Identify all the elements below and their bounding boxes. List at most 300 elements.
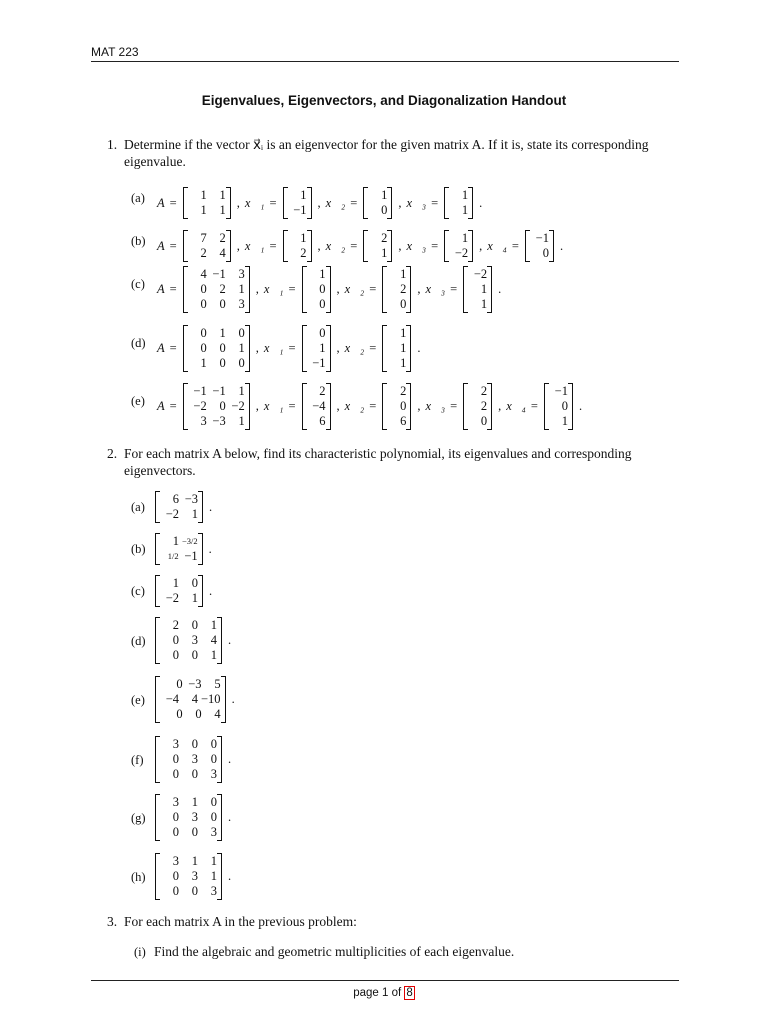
matrix-row xyxy=(468,414,487,429)
column-vector xyxy=(525,230,554,262)
matrix-entry: 1 xyxy=(400,356,407,370)
matrix-entry: 1 xyxy=(300,231,307,245)
separator: , xyxy=(255,341,259,355)
item-label: (e) xyxy=(131,693,145,707)
matrix-row xyxy=(549,384,568,399)
matrix-entry: 0 xyxy=(238,326,245,340)
matrix-A xyxy=(183,266,250,313)
item-label: (f) xyxy=(131,753,144,767)
vector-symbol: x⃗₂ xyxy=(344,399,365,413)
matrix-expression xyxy=(152,533,215,565)
matrix-row xyxy=(387,326,406,341)
matrix-entry: 3 xyxy=(191,752,198,766)
matrix-entry: 0 xyxy=(176,677,183,691)
matrix-entry: 0 xyxy=(172,825,179,839)
matrix-entry: −4 xyxy=(165,692,179,706)
matrix-entry: 2 xyxy=(219,231,226,245)
matrix-M xyxy=(155,736,222,783)
period: . xyxy=(498,282,502,296)
period: . xyxy=(228,752,232,766)
item-label: (d) xyxy=(131,634,146,648)
matrix-entry: 1 xyxy=(238,384,245,398)
matrix-row xyxy=(188,188,226,203)
equals-sign: = xyxy=(369,282,377,296)
matrix-entry: 0 xyxy=(319,282,326,296)
matrix-row xyxy=(307,399,326,414)
matrix-entry: 1 xyxy=(480,297,488,311)
matrix-row xyxy=(449,246,468,261)
separator: , xyxy=(398,195,402,210)
item-label: (a) xyxy=(131,191,145,205)
matrix-row xyxy=(160,507,198,522)
matrix-row xyxy=(160,591,198,606)
matrix-entry: 2 xyxy=(400,384,407,398)
vector-symbol: x⃗₃ xyxy=(406,238,427,253)
matrix-row xyxy=(160,707,221,722)
matrix-row xyxy=(288,188,307,203)
equals-sign: = xyxy=(369,399,377,413)
separator: , xyxy=(336,341,340,355)
matrix-symbol: A xyxy=(157,282,165,296)
matrix-entry: 0 xyxy=(191,884,198,898)
matrix-row xyxy=(288,231,307,246)
matrix-row xyxy=(307,356,326,371)
period: . xyxy=(228,810,232,824)
column-vector xyxy=(363,230,392,262)
period: . xyxy=(417,341,421,355)
page-indicator-prefix: page 1 of xyxy=(353,987,405,999)
matrix-entry: 1 xyxy=(381,246,388,260)
matrix-M xyxy=(155,853,222,900)
matrix-entry: 6 xyxy=(319,414,326,428)
matrix-row xyxy=(188,231,226,246)
column-vector xyxy=(283,187,312,219)
matrix-entry: 1 xyxy=(238,282,245,296)
matrix-entry: −3 xyxy=(188,677,202,691)
matrix-entry: 1 xyxy=(191,795,198,809)
equals-sign: = xyxy=(169,195,177,210)
equals-sign: = xyxy=(511,238,519,253)
equals-sign: = xyxy=(369,341,377,355)
matrix-entry: 0 xyxy=(219,399,226,413)
matrix-entry: 0 xyxy=(200,282,207,296)
matrix-row xyxy=(188,326,245,341)
matrix-entry: 0 xyxy=(172,884,179,898)
matrix-row xyxy=(188,203,226,218)
question-number: 1. xyxy=(107,137,118,152)
matrix-row xyxy=(160,869,217,884)
matrix-entry: −1 xyxy=(212,384,226,398)
equals-sign: = xyxy=(530,399,538,413)
column-vector xyxy=(363,187,392,219)
matrix-entry: 0 xyxy=(210,810,217,824)
separator: , xyxy=(398,238,402,253)
matrix-entry: 0 xyxy=(191,618,198,632)
matrix-entry: 1 xyxy=(172,534,179,548)
matrix-entry: 0 xyxy=(191,825,198,839)
eigen-check-equation xyxy=(155,230,566,262)
equals-sign: = xyxy=(431,195,439,210)
matrix-entry: 1 xyxy=(561,414,568,428)
matrix-entry: 1 xyxy=(210,618,217,632)
matrix-entry: 0 xyxy=(542,246,549,260)
equals-sign: = xyxy=(169,238,177,253)
matrix-M xyxy=(155,617,222,664)
matrix-row xyxy=(160,534,198,549)
matrix-row xyxy=(449,203,468,218)
matrix-row xyxy=(387,399,406,414)
matrix-row xyxy=(160,549,198,564)
matrix-entry: 1 xyxy=(300,188,307,202)
matrix-entry: −2 xyxy=(473,267,488,281)
matrix-entry: 1 xyxy=(210,869,217,883)
matrix-entry: −3/2 xyxy=(182,536,198,546)
column-vector xyxy=(463,266,492,313)
course-code: MAT 223 xyxy=(91,45,139,59)
matrix-A xyxy=(183,325,250,372)
matrix-row xyxy=(368,231,387,246)
vector-symbol: x⃗₂ xyxy=(344,341,365,355)
item-label: (g) xyxy=(131,811,146,825)
matrix-entry: 6 xyxy=(172,492,179,506)
matrix-entry: 0 xyxy=(219,341,226,355)
matrix-entry: 0 xyxy=(210,752,217,766)
column-vector xyxy=(302,325,331,372)
matrix-row xyxy=(160,795,217,810)
column-vector xyxy=(382,325,411,372)
matrix-entry: 0 xyxy=(195,707,202,721)
matrix-entry: 4 xyxy=(191,692,198,706)
vector-symbol: x⃗₃ xyxy=(406,195,427,210)
matrix-entry: −2 xyxy=(454,246,469,260)
vector-symbol: x⃗₄ xyxy=(506,399,526,413)
matrix-row xyxy=(307,326,326,341)
vector-symbol: x⃗₃ xyxy=(425,399,446,413)
equals-sign: = xyxy=(169,341,177,355)
matrix-entry: 2 xyxy=(319,384,326,398)
matrix-entry: 0 xyxy=(172,633,179,647)
matrix-entry: 0 xyxy=(319,297,326,311)
separator: , xyxy=(317,238,321,253)
matrix-row xyxy=(160,752,217,767)
matrix-row xyxy=(160,648,217,663)
matrix-entry: −2 xyxy=(165,507,179,521)
eigen-check-equation xyxy=(155,325,423,372)
matrix-entry: −2 xyxy=(231,399,245,413)
matrix-expression xyxy=(152,794,234,841)
matrix-entry: 4 xyxy=(219,246,226,260)
matrix-entry: 2 xyxy=(172,618,179,632)
matrix-symbol: A xyxy=(157,399,165,413)
matrix-row xyxy=(288,246,307,261)
equals-sign: = xyxy=(431,238,439,253)
separator: , xyxy=(336,282,340,296)
matrix-entry: 1 xyxy=(238,414,245,428)
equals-sign: = xyxy=(350,195,358,210)
matrix-entry: 0 xyxy=(200,341,207,355)
matrix-entry: 1 xyxy=(480,282,488,296)
item-label: (b) xyxy=(131,234,146,248)
matrix-row xyxy=(387,341,406,356)
matrix-entry: 3 xyxy=(191,810,198,824)
matrix-expression xyxy=(152,853,234,900)
matrix-M xyxy=(155,533,203,565)
separator: , xyxy=(336,399,340,413)
matrix-row xyxy=(160,854,217,869)
matrix-entry: 0 xyxy=(191,576,198,590)
matrix-entry: 0 xyxy=(319,326,326,340)
matrix-symbol: A xyxy=(157,195,165,210)
matrix-entry: 0 xyxy=(172,752,179,766)
matrix-entry: −1 xyxy=(535,231,549,245)
item-label: (c) xyxy=(131,584,145,598)
page-footer xyxy=(0,987,768,999)
matrix-entry: 0 xyxy=(480,414,488,428)
matrix-entry: 7 xyxy=(200,231,207,245)
vector-symbol: x⃗₂ xyxy=(325,195,346,210)
column-vector xyxy=(382,383,411,430)
matrix-entry: 0 xyxy=(400,297,407,311)
matrix-row xyxy=(387,282,406,297)
equals-sign: = xyxy=(288,282,296,296)
period: . xyxy=(228,869,232,883)
matrix-entry: 0 xyxy=(191,767,198,781)
separator: , xyxy=(317,195,321,210)
separator: , xyxy=(417,282,421,296)
matrix-row xyxy=(160,492,198,507)
matrix-entry: 4 xyxy=(200,267,207,281)
matrix-row xyxy=(387,384,406,399)
matrix-row xyxy=(307,297,326,312)
item-label: (b) xyxy=(131,542,146,556)
matrix-entry: 0 xyxy=(176,707,183,721)
matrix-entry: 2 xyxy=(400,282,407,296)
matrix-entry: 3 xyxy=(172,854,179,868)
matrix-entry: 0 xyxy=(210,737,217,751)
page-total-link[interactable]: 8 xyxy=(406,987,413,999)
matrix-A xyxy=(183,383,250,430)
equals-sign: = xyxy=(269,195,277,210)
matrix-row xyxy=(468,399,487,414)
matrix-M xyxy=(155,575,203,607)
equals-sign: = xyxy=(288,399,296,413)
matrix-entry: 3 xyxy=(238,297,245,311)
matrix-entry: 3 xyxy=(238,267,245,281)
equals-sign: = xyxy=(350,238,358,253)
matrix-entry: 1 xyxy=(400,267,407,281)
matrix-entry: 0 xyxy=(219,356,226,370)
column-vector xyxy=(444,187,473,219)
period: . xyxy=(231,692,235,706)
matrix-entry: −1 xyxy=(212,267,226,281)
period: . xyxy=(209,499,213,514)
matrix-A xyxy=(183,230,231,262)
matrix-row xyxy=(468,282,487,297)
matrix-entry: 1 xyxy=(191,507,198,521)
period: . xyxy=(208,541,212,556)
separator: , xyxy=(255,399,259,413)
matrix-symbol: A xyxy=(157,238,165,253)
matrix-entry: 3 xyxy=(210,884,217,898)
matrix-entry: 1 xyxy=(461,203,469,217)
vector-symbol: x⃗₂ xyxy=(325,238,346,253)
matrix-entry: 1 xyxy=(381,188,388,202)
matrix-row xyxy=(387,414,406,429)
matrix-entry: 0 xyxy=(191,737,198,751)
matrix-entry: 1 xyxy=(400,326,407,340)
matrix-entry: 2 xyxy=(219,282,226,296)
eigen-check-equation xyxy=(155,187,485,219)
matrix-row xyxy=(188,297,245,312)
matrix-row xyxy=(468,297,487,312)
matrix-entry: 5 xyxy=(214,677,221,691)
matrix-A xyxy=(183,187,231,219)
question-text: Determine if the vector x⃗ᵢ is an eigenvector for the given matrix A. If it is, state its corresponding eigenvalue. xyxy=(124,137,649,169)
matrix-entry: 3 xyxy=(191,869,198,883)
matrix-M xyxy=(155,676,226,723)
matrix-entry: 4 xyxy=(210,633,217,647)
vector-symbol: x⃗₂ xyxy=(344,282,365,296)
matrix-row xyxy=(160,618,217,633)
matrix-row xyxy=(307,384,326,399)
column-vector xyxy=(283,230,312,262)
separator: , xyxy=(236,238,240,253)
matrix-row xyxy=(288,203,307,218)
period: . xyxy=(228,633,232,647)
period: . xyxy=(479,195,483,210)
matrix-entry: 0 xyxy=(172,648,179,662)
matrix-row xyxy=(449,231,468,246)
matrix-entry: 0 xyxy=(561,399,568,413)
matrix-entry: 2 xyxy=(300,246,307,260)
matrix-entry: 1 xyxy=(191,591,198,605)
column-vector xyxy=(302,266,331,313)
matrix-expression xyxy=(152,491,215,523)
matrix-entry: 0 xyxy=(172,767,179,781)
equals-sign: = xyxy=(450,282,458,296)
matrix-entry: 3 xyxy=(200,414,207,428)
matrix-entry: −1 xyxy=(312,356,326,370)
matrix-row xyxy=(368,188,387,203)
item-label: (h) xyxy=(131,870,146,884)
matrix-row xyxy=(307,414,326,429)
matrix-entry: 1 xyxy=(200,356,207,370)
matrix-entry: 3 xyxy=(210,767,217,781)
matrix-expression xyxy=(152,676,238,723)
matrix-entry: 1 xyxy=(219,203,226,217)
column-vector xyxy=(302,383,331,430)
matrix-entry: 4 xyxy=(214,707,221,721)
matrix-row xyxy=(368,203,387,218)
matrix-entry: 1 xyxy=(319,267,326,281)
matrix-entry: 2 xyxy=(480,399,488,413)
matrix-row xyxy=(530,246,549,261)
separator: , xyxy=(236,195,240,210)
matrix-row xyxy=(468,384,487,399)
matrix-row xyxy=(188,414,245,429)
matrix-entry: 1 xyxy=(461,231,469,245)
matrix-entry: −3 xyxy=(212,414,226,428)
matrix-row xyxy=(188,341,245,356)
matrix-entry: 1 xyxy=(172,576,179,590)
separator: , xyxy=(417,399,421,413)
matrix-entry: 3 xyxy=(210,825,217,839)
matrix-entry: 0 xyxy=(172,810,179,824)
matrix-entry: −1 xyxy=(293,203,307,217)
question-text: For each matrix A in the previous problem: xyxy=(124,914,357,929)
separator: , xyxy=(498,399,502,413)
matrix-entry: 1 xyxy=(200,203,207,217)
matrix-entry: 1 xyxy=(210,648,217,662)
matrix-entry: 1 xyxy=(200,188,207,202)
matrix-entry: 3 xyxy=(191,633,198,647)
matrix-entry: 0 xyxy=(400,399,407,413)
question-number: 3. xyxy=(107,914,118,929)
matrix-row xyxy=(160,633,217,648)
matrix-row xyxy=(530,231,549,246)
matrix-row xyxy=(160,677,221,692)
item-label: (a) xyxy=(131,500,145,514)
matrix-row xyxy=(549,414,568,429)
matrix-symbol: A xyxy=(157,341,165,355)
matrix-entry: 0 xyxy=(238,356,245,370)
matrix-entry: −1 xyxy=(554,384,568,398)
matrix-entry: 0 xyxy=(210,795,217,809)
matrix-entry: 0 xyxy=(381,203,388,217)
matrix-row xyxy=(160,825,217,840)
matrix-entry: −2 xyxy=(165,591,179,605)
matrix-entry: 1 xyxy=(210,854,217,868)
matrix-M xyxy=(155,794,222,841)
matrix-entry: −1 xyxy=(184,549,198,563)
matrix-row xyxy=(188,356,245,371)
period: . xyxy=(209,583,213,598)
matrix-entry: 1/2 xyxy=(167,551,179,561)
matrix-entry: 1 xyxy=(461,188,469,202)
matrix-expression xyxy=(152,575,215,607)
vector-symbol: x⃗₁ xyxy=(263,282,284,296)
matrix-row xyxy=(468,267,487,282)
matrix-row xyxy=(387,297,406,312)
matrix-row xyxy=(549,399,568,414)
eigen-check-equation xyxy=(155,383,585,430)
footer-rule xyxy=(91,980,679,981)
matrix-entry: 0 xyxy=(200,326,207,340)
matrix-row xyxy=(160,884,217,899)
matrix-entry: −10 xyxy=(201,692,221,706)
matrix-row xyxy=(188,282,245,297)
matrix-entry: −1 xyxy=(193,384,207,398)
vector-symbol: x⃗₁ xyxy=(244,195,265,210)
matrix-entry: 3 xyxy=(172,795,179,809)
matrix-row xyxy=(188,384,245,399)
matrix-row xyxy=(307,267,326,282)
matrix-expression xyxy=(152,736,234,783)
equals-sign: = xyxy=(288,341,296,355)
matrix-row xyxy=(368,246,387,261)
column-vector xyxy=(544,383,573,430)
matrix-row xyxy=(307,341,326,356)
matrix-row xyxy=(160,767,217,782)
matrix-entry: 2 xyxy=(480,384,488,398)
matrix-row xyxy=(160,692,221,707)
equals-sign: = xyxy=(450,399,458,413)
matrix-entry: 2 xyxy=(381,231,388,245)
period: . xyxy=(578,399,583,413)
sub-item-text: Find the algebraic and geometric multiplicities of each eigenvalue. xyxy=(154,944,515,959)
matrix-entry: 0 xyxy=(219,297,226,311)
vector-symbol: x⃗₄ xyxy=(487,238,507,253)
